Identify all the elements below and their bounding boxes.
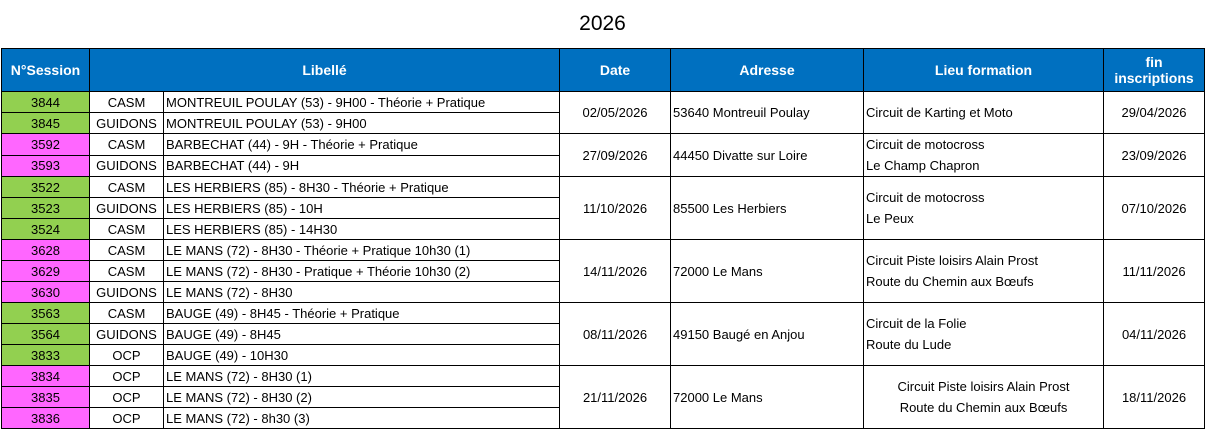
session-fin-inscriptions: 29/04/2026 bbox=[1104, 92, 1205, 134]
session-type: CASM bbox=[90, 303, 164, 324]
session-fin-inscriptions: 07/10/2026 bbox=[1104, 177, 1205, 240]
session-number: 3834 bbox=[2, 366, 90, 387]
lieu-line: Route du Chemin aux Bœufs bbox=[899, 400, 1068, 415]
session-libelle: BARBECHAT (44) - 9H - Théorie + Pratique bbox=[164, 134, 560, 156]
session-number: 3833 bbox=[2, 345, 90, 366]
lieu-line: Circuit de la Folie bbox=[866, 316, 967, 331]
lieu-line: Circuit Piste loisirs Alain Prost bbox=[866, 253, 1038, 268]
session-type: OCP bbox=[90, 408, 164, 429]
table-row bbox=[2, 303, 1205, 324]
page-title: 2026 bbox=[579, 12, 626, 35]
session-lieu bbox=[864, 92, 1104, 134]
session-adresse: 72000 Le Mans bbox=[671, 240, 864, 303]
session-libelle: BARBECHAT (44) - 9H bbox=[164, 155, 560, 177]
header-fin-line2: inscriptions bbox=[1114, 70, 1194, 86]
session-libelle: LE MANS (72) - 8H30 - Théorie + Pratique 10h30 (1) bbox=[164, 240, 560, 261]
session-number: 3592 bbox=[2, 134, 90, 156]
session-number: 3522 bbox=[2, 177, 90, 198]
lieu-line: Le Peux bbox=[866, 211, 914, 226]
lieu-line: Circuit Piste loisirs Alain Prost bbox=[897, 379, 1070, 394]
session-date: 08/11/2026 bbox=[560, 303, 671, 366]
table-row bbox=[2, 134, 1205, 156]
session-libelle: BAUGE (49) - 8H45 bbox=[164, 324, 560, 345]
session-type: GUIDONS bbox=[90, 198, 164, 219]
session-number: 3844 bbox=[2, 92, 90, 113]
lieu-line: Circuit de Karting et Moto bbox=[866, 105, 1013, 120]
session-number: 3845 bbox=[2, 113, 90, 134]
table-row bbox=[2, 177, 1205, 198]
session-type: CASM bbox=[90, 219, 164, 240]
session-libelle: MONTREUIL POULAY (53) - 9H00 - Théorie + Pratique bbox=[164, 92, 560, 113]
header-row bbox=[2, 49, 1205, 92]
session-libelle: LE MANS (72) - 8H30 (2) bbox=[164, 387, 560, 408]
session-libelle: BAUGE (49) - 10H30 bbox=[164, 345, 560, 366]
session-type: CASM bbox=[90, 240, 164, 261]
session-adresse: 49150 Baugé en Anjou bbox=[671, 303, 864, 366]
lieu-line: Route du Lude bbox=[866, 337, 952, 352]
session-type: GUIDONS bbox=[90, 155, 164, 177]
header-session: N°Session bbox=[2, 49, 90, 92]
session-fin-inscriptions: 11/11/2026 bbox=[1104, 240, 1205, 303]
session-type: GUIDONS bbox=[90, 282, 164, 303]
header-adresse: Adresse bbox=[671, 49, 864, 92]
session-adresse: 53640 Montreuil Poulay bbox=[671, 92, 864, 134]
lieu-line: Le Champ Chapron bbox=[866, 158, 980, 173]
session-date: 21/11/2026 bbox=[560, 366, 671, 429]
header-libelle: Libellé bbox=[90, 49, 560, 92]
session-date: 02/05/2026 bbox=[560, 92, 671, 134]
session-libelle: LE MANS (72) - 8H30 - Pratique + Théorie 10h30 (2) bbox=[164, 261, 560, 282]
header-fin bbox=[1104, 49, 1205, 92]
table-row bbox=[2, 240, 1205, 261]
session-lieu bbox=[864, 240, 1104, 303]
lieu-line: Circuit de motocross bbox=[866, 137, 985, 152]
session-type: CASM bbox=[90, 177, 164, 198]
session-type: CASM bbox=[90, 92, 164, 113]
session-adresse: 44450 Divatte sur Loire bbox=[671, 134, 864, 177]
session-adresse: 72000 Le Mans bbox=[671, 366, 864, 429]
session-number: 3629 bbox=[2, 261, 90, 282]
session-libelle: LES HERBIERS (85) - 14H30 bbox=[164, 219, 560, 240]
session-type: OCP bbox=[90, 387, 164, 408]
lieu-line: Route du Chemin aux Bœufs bbox=[866, 274, 1034, 289]
session-lieu bbox=[864, 134, 1104, 177]
session-fin-inscriptions: 23/09/2026 bbox=[1104, 134, 1205, 177]
session-date: 11/10/2026 bbox=[560, 177, 671, 240]
lieu-line: Circuit de motocross bbox=[866, 190, 985, 205]
session-libelle: LES HERBIERS (85) - 8H30 - Théorie + Pratique bbox=[164, 177, 560, 198]
header-date: Date bbox=[560, 49, 671, 92]
session-number: 3523 bbox=[2, 198, 90, 219]
session-type: GUIDONS bbox=[90, 113, 164, 134]
session-number: 3524 bbox=[2, 219, 90, 240]
session-libelle: LE MANS (72) - 8H30 bbox=[164, 282, 560, 303]
session-fin-inscriptions: 18/11/2026 bbox=[1104, 366, 1205, 429]
session-type: GUIDONS bbox=[90, 324, 164, 345]
session-number: 3835 bbox=[2, 387, 90, 408]
session-number: 3628 bbox=[2, 240, 90, 261]
sessions-body bbox=[2, 92, 1205, 429]
session-type: OCP bbox=[90, 345, 164, 366]
table-row bbox=[2, 92, 1205, 113]
table-row bbox=[2, 366, 1205, 387]
session-fin-inscriptions: 04/11/2026 bbox=[1104, 303, 1205, 366]
session-libelle: LES HERBIERS (85) - 10H bbox=[164, 198, 560, 219]
header-lieu: Lieu formation bbox=[864, 49, 1104, 92]
header-fin-line1: fin bbox=[1145, 54, 1163, 70]
session-number: 3564 bbox=[2, 324, 90, 345]
session-adresse: 85500 Les Herbiers bbox=[671, 177, 864, 240]
session-date: 27/09/2026 bbox=[560, 134, 671, 177]
session-lieu bbox=[864, 303, 1104, 366]
session-libelle: LE MANS (72) - 8h30 (3) bbox=[164, 408, 560, 429]
session-lieu bbox=[864, 366, 1104, 429]
session-number: 3630 bbox=[2, 282, 90, 303]
session-date: 14/11/2026 bbox=[560, 240, 671, 303]
session-libelle: BAUGE (49) - 8H45 - Théorie + Pratique bbox=[164, 303, 560, 324]
session-number: 3563 bbox=[2, 303, 90, 324]
session-libelle: LE MANS (72) - 8H30 (1) bbox=[164, 366, 560, 387]
session-type: CASM bbox=[90, 261, 164, 282]
sessions-table bbox=[1, 48, 1205, 429]
session-number: 3836 bbox=[2, 408, 90, 429]
session-lieu bbox=[864, 177, 1104, 240]
session-number: 3593 bbox=[2, 155, 90, 177]
session-type: CASM bbox=[90, 134, 164, 156]
session-libelle: MONTREUIL POULAY (53) - 9H00 bbox=[164, 113, 560, 134]
session-type: OCP bbox=[90, 366, 164, 387]
